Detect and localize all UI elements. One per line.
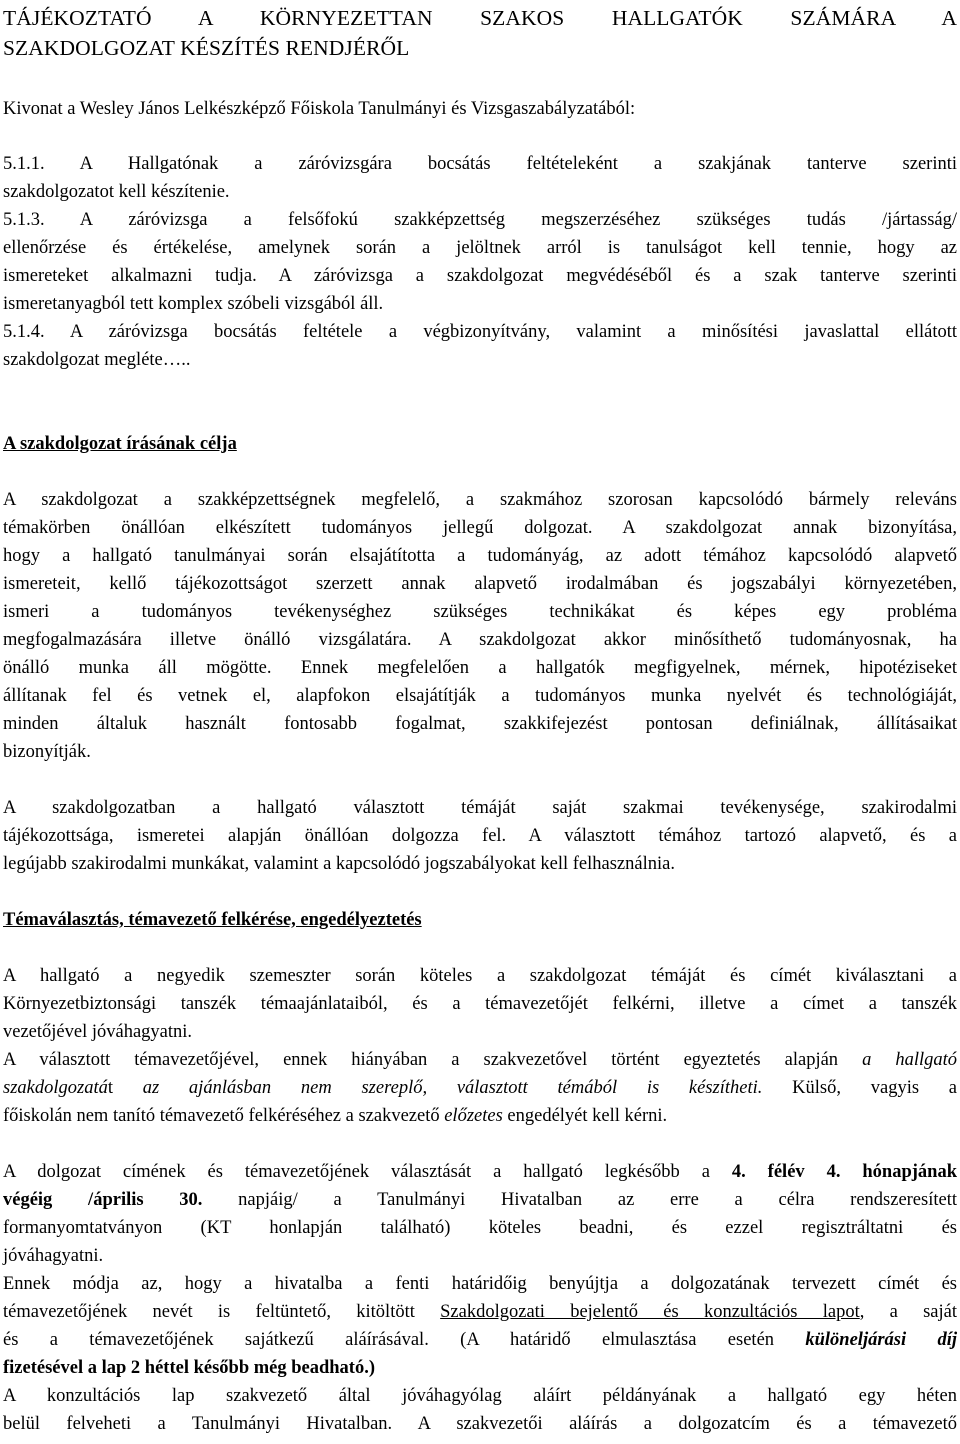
rule-5-1-1-line-2: szakdolgozatot kell készítenie. <box>3 182 230 202</box>
section-heading-purpose: A szakdolgozat írásának célja <box>3 434 237 454</box>
topic-paragraph-2-line <box>3 1046 957 1074</box>
text-run: főiskolán nem tanító témavezető felkéréséhez a szakvezető <box>3 1106 445 1126</box>
rule-5-1-3-line-1: 5.1.3. A záróvizsga a felsőfokú szakképzettség megszerzéséhez szükséges tudás /jártasság/ <box>3 210 957 230</box>
text-run: engedélyét kell kérni. <box>502 1106 668 1126</box>
bold-run: végéig /április 30. <box>3 1190 203 1210</box>
topic-paragraph-4-line: fizetésével a lap 2 héttel később még beadható.) <box>3 1358 376 1378</box>
topic-paragraph-5-line: A konzultációs lap szakvezető által jóváhagyólag aláírt példányának a hallgató egy héten <box>3 1386 957 1406</box>
purpose-paragraph-1-line: hogy a hallgató tanulmányai során elsajátította a tudományág, az adott témához kapcsolódó alapvető <box>3 546 957 566</box>
italic-run: előzetes <box>444 1106 503 1126</box>
topic-paragraph-1-line: A hallgató a negyedik szemeszter során köteles a szakdolgozat témáját és címét kiválasztani a <box>3 966 957 986</box>
topic-paragraph-3-line <box>3 1158 957 1186</box>
rule-5-1-1-line-1: 5.1.1. A Hallgatónak a záróvizsgára bocsátás feltételeként a szakjának tanterve szerinti <box>3 154 957 174</box>
rule-5-1-4-line-1: 5.1.4. A záróvizsga bocsátás feltétele a végbizonyítvány, valamint a minősítési javaslattal ellátott <box>3 322 957 342</box>
topic-paragraph-2-line <box>3 1102 957 1130</box>
topic-paragraph-4-line <box>3 1326 957 1354</box>
purpose-paragraph-1-line: ismeri a tudományos tevékenységhez szükséges technikákat és képes egy probléma <box>3 602 957 622</box>
text-run: és a témavezetőjének sajátkezű aláírásával. (A határidő elmulasztása esetén <box>3 1330 806 1350</box>
topic-paragraph-3-line: formanyomtatványon (KT honlapján található) köteles beadni, és ezzel regisztráltatni és <box>3 1218 957 1238</box>
topic-paragraph-4-line <box>3 1298 957 1326</box>
purpose-paragraph-1-line: állítanak fel és vetnek el, alapfokon elsajátítják a tudományos munka nyelvét és technológiáját, <box>3 686 957 706</box>
text-run: t <box>107 1078 143 1098</box>
extract-heading: Kivonat a Wesley János Lelkészképző Főiskola Tanulmányi és Vizsgaszabályzatából: <box>3 99 636 119</box>
rule-5-1-3-line-4: ismeretanyagból tett komplex szóbeli vizsgából áll. <box>3 294 384 314</box>
purpose-paragraph-1-line: megfogalmazására illetve önálló vizsgálatára. A szakdolgozat akkor minősíthető tudományosnak, ha <box>3 630 957 650</box>
text-run: Külső, vagyis a <box>762 1078 957 1098</box>
purpose-paragraph-1-line: minden általuk használt fontosabb fogalmat, szakkifejezést pontosan definiálnak, állításaikat <box>3 714 957 734</box>
purpose-paragraph-1-line: A szakdolgozat a szakképzettségnek megfelelő, a szakmához szorosan kapcsolódó bármely releváns <box>3 490 957 510</box>
purpose-paragraph-2-line: A szakdolgozatban a hallgató választott témáját saját szakmai tevékenysége, szakirodalmi <box>3 798 957 818</box>
purpose-paragraph-1-line: témakörben önállóan elkészített tudományos jellegű dolgozat. A szakdolgozat annak bizonyítása, <box>3 518 957 538</box>
topic-paragraph-1-line: vezetőjével jóváhagyatni. <box>3 1022 193 1042</box>
rule-5-1-3-line-3: ismereteket alkalmazni tudja. A záróvizsga a szakdolgozat megvédéséből és a szak tanterve szerinti <box>3 266 957 286</box>
text-run: napjáig/ a Tanulmányi Hivatalban az erre a célra rendszeresített <box>202 1190 957 1210</box>
form-link[interactable]: Szakdolgozati bejelentő és konzultációs lapot <box>440 1302 860 1322</box>
topic-paragraph-3-line <box>3 1186 957 1214</box>
rule-5-1-4-line-2: szakdolgozat megléte….. <box>3 350 191 370</box>
purpose-paragraph-2-line: tájékozottsága, ismeretei alapján önállóan dolgozza fel. A választott témához tartozó alapvető, és a <box>3 826 957 846</box>
text-run: A dolgozat címének és témavezetőjének választását a hallgató legkésőbb a <box>3 1162 732 1182</box>
topic-paragraph-3-line: jóváhagyatni. <box>3 1246 104 1266</box>
text-run: témavezetőjének nevét is feltüntető, kitöltött <box>3 1302 441 1322</box>
topic-paragraph-1-line: Környezetbiztonsági tanszék témaajánlataiból, és a témavezetőjét felkérni, illetve a címet a tanszék <box>3 994 957 1014</box>
italic-run: a hallgató <box>862 1050 957 1070</box>
text-run: , a saját <box>859 1302 958 1322</box>
topic-paragraph-4-line: Ennek módja az, hogy a hivatalba a fenti határidőig benyújtja a dolgozatának tervezett címét és <box>3 1274 957 1294</box>
topic-paragraph-2-line <box>3 1074 957 1102</box>
text-run: A választott témavezetőjével, ennek hiányában a szakvezetővel történt egyeztetés alapján <box>3 1050 863 1070</box>
bold-italic-run: különeljárási díj <box>805 1330 957 1350</box>
topic-paragraph-5-line: belül felveheti a Tanulmányi Hivatalban. A szakvezetői aláírás a dolgozatcím és a témavezető <box>3 1414 957 1434</box>
italic-run: szakdolgozatá <box>3 1078 108 1098</box>
purpose-paragraph-1-line: önálló munka áll mögötte. Ennek megfelelően a hallgatók megfigyelnek, mérnek, hipotéziseket <box>3 658 957 678</box>
bold-run: 4. félév 4. hónapjának <box>731 1162 957 1182</box>
section-heading-topic-selection: Témaválasztás, témavezető felkérése, engedélyeztetés <box>3 910 422 930</box>
document-title-line-2: SZAKDOLGOZAT KÉSZÍTÉS RENDJÉRŐL <box>3 36 410 60</box>
italic-run: az ajánlásban nem szereplő, választott témából is készítheti. <box>142 1078 763 1098</box>
document-title-line-1: TÁJÉKOZTATÓ A KÖRNYEZETTAN SZAKOS HALLGATÓK SZÁMÁRA A <box>3 6 957 30</box>
purpose-paragraph-2-line: legújabb szakirodalmi munkákat, valamint a kapcsolódó jogszabályokat kell felhasználnia. <box>3 854 675 874</box>
purpose-paragraph-1-line: ismereteit, kellő tájékozottságot szerzett annak alapvető irodalmában és jogszabályi környezetében, <box>3 574 957 594</box>
rule-5-1-3-line-2: ellenőrzése és értékelése, amelynek során a jelöltnek arról is tanulságot kell tennie, hogy az <box>3 238 957 258</box>
purpose-paragraph-1-line: bizonyítják. <box>3 742 91 762</box>
